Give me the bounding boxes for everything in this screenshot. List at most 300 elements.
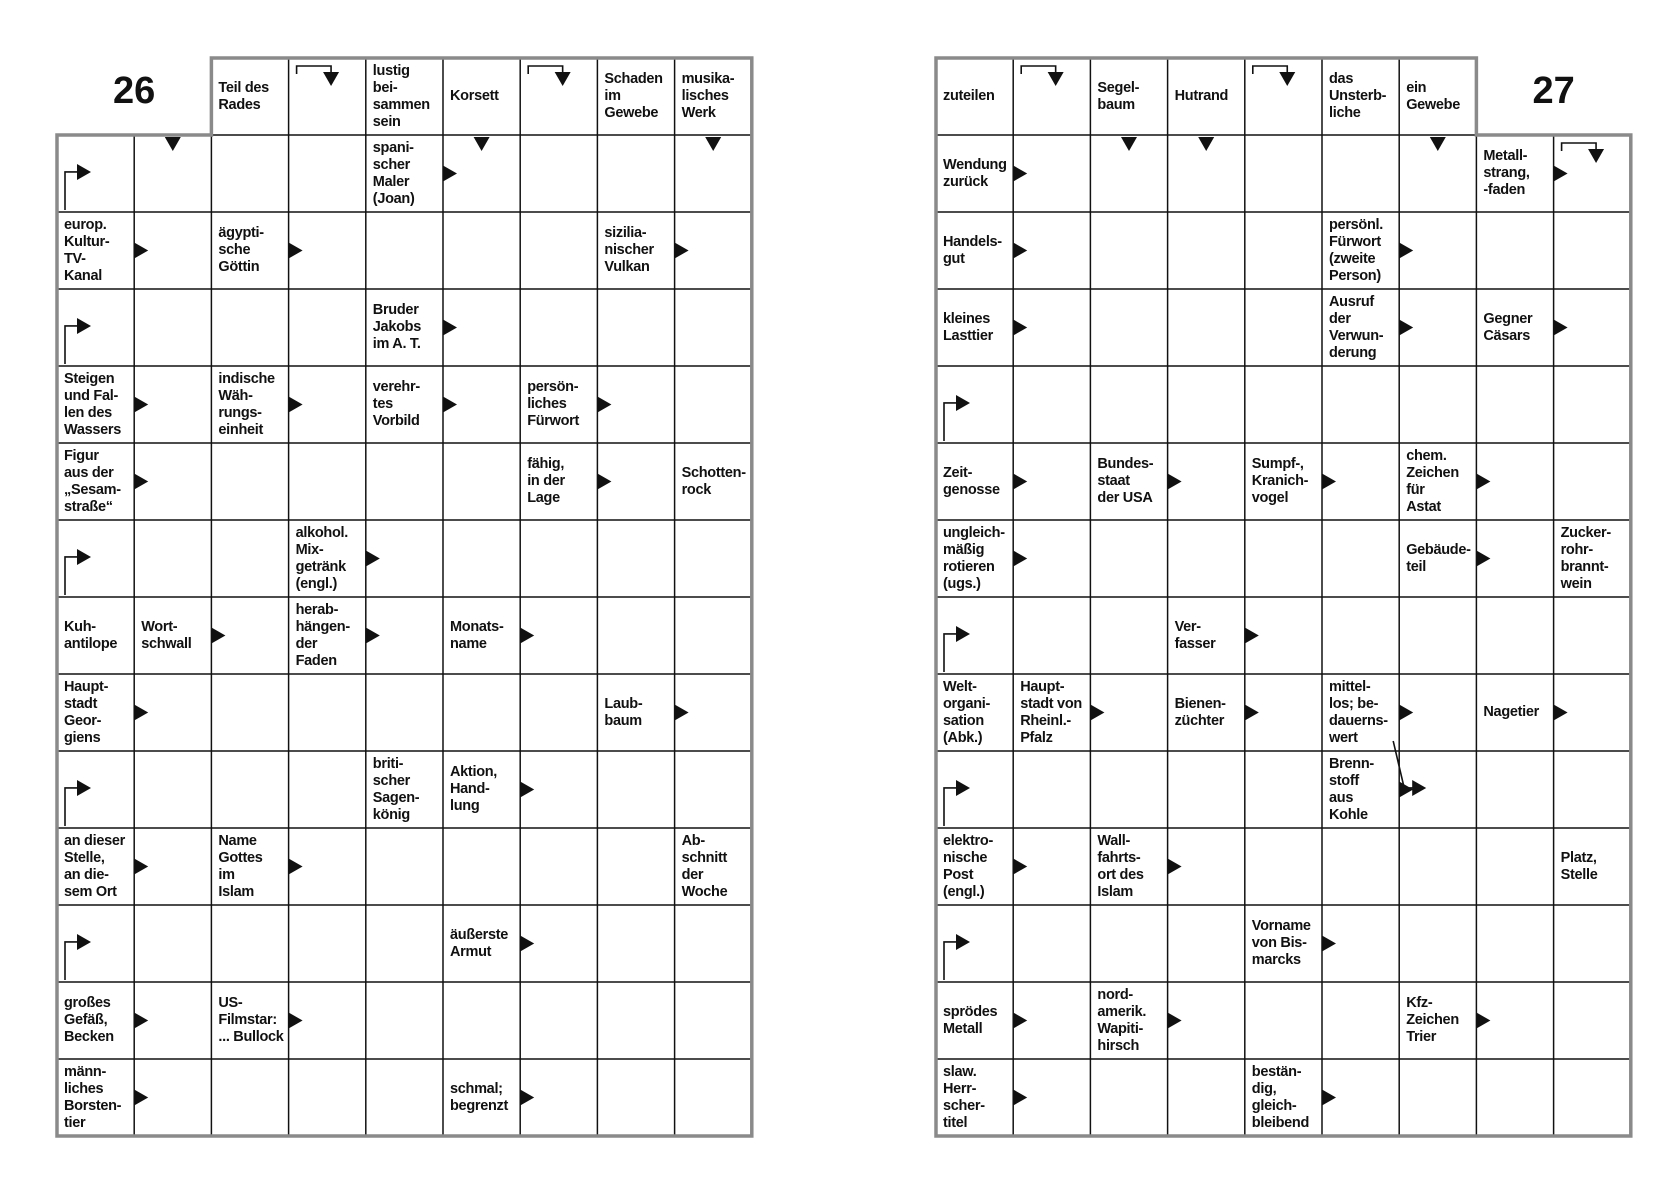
clue-cell	[936, 520, 1013, 597]
answer-cell[interactable]	[289, 751, 366, 828]
clue-text: schwall	[141, 635, 192, 652]
clue-cell	[1245, 1059, 1322, 1136]
answer-cell[interactable]	[1090, 597, 1167, 674]
clue-cell	[366, 366, 443, 443]
clue-cell	[1554, 520, 1631, 597]
clue-cell	[936, 1059, 1013, 1136]
answer-cell[interactable]	[936, 597, 1013, 674]
clue-text: stoff	[1329, 772, 1359, 789]
answer-cell[interactable]	[597, 751, 674, 828]
answer-cell[interactable]	[366, 212, 443, 289]
clue-text: Gefäß,	[64, 1012, 108, 1028]
answer-cell[interactable]	[1399, 905, 1476, 982]
answer-cell[interactable]	[443, 212, 520, 289]
clue-text: baum	[1097, 96, 1135, 113]
answer-cell[interactable]	[1476, 366, 1553, 443]
answer-cell[interactable]	[1245, 135, 1322, 212]
answer-cell[interactable]	[1013, 751, 1090, 828]
clue-text: chem.	[1406, 447, 1447, 464]
answer-cell[interactable]	[675, 905, 752, 982]
clue-text: lung	[450, 798, 480, 814]
clue-text: -faden	[1483, 182, 1526, 198]
answer-cell[interactable]	[366, 443, 443, 520]
answer-cell[interactable]	[1476, 597, 1553, 674]
answer-cell[interactable]	[211, 905, 288, 982]
clue-cell	[1476, 135, 1553, 212]
clue-cell	[1322, 289, 1399, 366]
clue-text: brannt-	[1560, 558, 1609, 575]
clue-text: Nagetier	[1483, 704, 1540, 720]
clue-cell	[1090, 982, 1167, 1059]
answer-cell[interactable]	[1090, 751, 1167, 828]
crossword-left	[57, 58, 752, 1136]
clue-text: indische	[218, 370, 275, 387]
clue-cell	[443, 597, 520, 674]
clue-text: liches	[527, 396, 567, 412]
answer-cell[interactable]	[936, 366, 1013, 443]
answer-cell[interactable]	[366, 674, 443, 751]
answer-cell[interactable]	[520, 982, 597, 1059]
answer-cell[interactable]	[520, 212, 597, 289]
clue-text: spani-	[372, 139, 414, 156]
answer-cell[interactable]	[366, 828, 443, 905]
answer-cell[interactable]	[289, 443, 366, 520]
clue-cell	[1090, 58, 1167, 135]
answer-cell[interactable]	[520, 135, 597, 212]
clue-text: antilope	[64, 635, 118, 652]
answer-cell[interactable]	[597, 135, 674, 212]
answer-cell[interactable]	[289, 1059, 366, 1136]
clue-text: strang,	[1483, 165, 1530, 181]
clue-text: Segel-	[1097, 79, 1140, 96]
answer-cell[interactable]	[1399, 1059, 1476, 1136]
answer-cell[interactable]	[1399, 828, 1476, 905]
answer-cell[interactable]	[289, 135, 366, 212]
answer-cell[interactable]	[675, 597, 752, 674]
answer-cell[interactable]	[520, 58, 597, 135]
answer-cell[interactable]	[1245, 982, 1322, 1059]
clue-text: Stelle	[1560, 866, 1598, 883]
clue-text: Zeichen	[1406, 1012, 1459, 1028]
clue-text: lustig	[372, 62, 410, 79]
clue-text: Gewebe	[1406, 96, 1460, 113]
clue-text: Bundes-	[1097, 456, 1154, 472]
clue-text: ort des	[1097, 866, 1144, 883]
clue-text: schmal;	[450, 1080, 503, 1097]
answer-cell[interactable]	[134, 289, 211, 366]
answer-cell[interactable]	[211, 1059, 288, 1136]
answer-cell[interactable]	[1168, 905, 1245, 982]
clue-cell	[443, 905, 520, 982]
clue-text: wert	[1329, 729, 1358, 746]
clue-text: derung	[1329, 344, 1377, 361]
clue-cell	[443, 58, 520, 135]
answer-cell[interactable]	[57, 905, 134, 982]
answer-cell[interactable]	[597, 905, 674, 982]
answer-cell[interactable]	[1168, 751, 1245, 828]
answer-cell[interactable]	[1245, 751, 1322, 828]
clue-text: Figur	[64, 447, 99, 464]
answer-cell[interactable]	[289, 58, 366, 135]
clue-text: Lasttier	[943, 327, 993, 344]
answer-cell[interactable]	[1168, 289, 1245, 366]
clue-text: nischer	[604, 242, 654, 258]
clue-text: zuteilen	[943, 88, 995, 104]
clue-cell	[675, 828, 752, 905]
clue-cell	[520, 366, 597, 443]
clue-text: len des	[64, 404, 112, 421]
answer-cell[interactable]	[936, 905, 1013, 982]
clue-cell	[57, 1059, 134, 1136]
clue-text: Zeit-	[943, 464, 973, 481]
answer-cell[interactable]	[1476, 828, 1553, 905]
clue-text: Platz,	[1560, 849, 1597, 866]
answer-cell[interactable]	[1245, 520, 1322, 597]
clue-cell	[1090, 443, 1167, 520]
answer-cell[interactable]	[1245, 828, 1322, 905]
clue-cell	[936, 828, 1013, 905]
answer-cell[interactable]	[520, 289, 597, 366]
clue-text: sizilia-	[604, 225, 647, 241]
answer-cell[interactable]	[443, 828, 520, 905]
clue-cell	[675, 58, 752, 135]
clue-text: Filmstar:	[218, 1012, 277, 1028]
answer-cell[interactable]	[1322, 597, 1399, 674]
clue-text: Jakobs	[372, 319, 421, 335]
answer-cell[interactable]	[1554, 366, 1631, 443]
answer-cell[interactable]	[443, 674, 520, 751]
clue-cell	[520, 443, 597, 520]
clue-cell	[597, 212, 674, 289]
clue-text: dauerns-	[1329, 712, 1388, 729]
answer-cell[interactable]	[1090, 520, 1167, 597]
clue-text: teil	[1406, 558, 1426, 575]
clue-text: amerik.	[1097, 1003, 1147, 1020]
clue-cell	[936, 212, 1013, 289]
clue-text: ... Bullock	[218, 1029, 284, 1045]
crossword-right	[936, 58, 1631, 1136]
clue-text: Wendung	[943, 156, 1007, 173]
clue-text: ägypti-	[218, 225, 264, 241]
clue-text: der	[295, 635, 318, 652]
clue-text: Maler	[372, 173, 410, 190]
clue-cell	[289, 520, 366, 597]
clue-text: Vorname	[1251, 918, 1311, 934]
clue-cell	[1322, 751, 1399, 828]
answer-cell[interactable]	[675, 366, 752, 443]
clue-text: (zweite	[1329, 250, 1376, 267]
clue-text: begrenzt	[450, 1097, 509, 1114]
clue-text: Ausruf	[1329, 293, 1374, 310]
clue-text: Trier	[1406, 1029, 1437, 1045]
clue-text: Wall-	[1097, 832, 1130, 849]
clue-text: TV-	[64, 250, 86, 267]
clue-cell	[1322, 58, 1399, 135]
clue-text: tier	[64, 1114, 86, 1131]
clue-text: Fürwort	[1329, 233, 1381, 250]
answer-cell[interactable]	[57, 520, 134, 597]
clue-cell	[1168, 674, 1245, 751]
clue-text: los; be-	[1329, 695, 1379, 712]
clue-cell	[57, 982, 134, 1059]
clue-text: Göttin	[218, 259, 260, 275]
answer-cell[interactable]	[1090, 366, 1167, 443]
clue-text: im	[604, 88, 621, 104]
clue-text: wein	[1560, 575, 1592, 592]
answer-cell[interactable]	[443, 982, 520, 1059]
answer-cell[interactable]	[1090, 1059, 1167, 1136]
clue-text: Herr-	[943, 1080, 977, 1097]
clue-text: Teil des	[218, 79, 269, 96]
answer-cell[interactable]	[1554, 212, 1631, 289]
answer-cell[interactable]	[211, 135, 288, 212]
answer-cell[interactable]	[366, 1059, 443, 1136]
clue-text: Vulkan	[604, 259, 650, 275]
clue-text: der USA	[1097, 490, 1153, 506]
clue-text: bleibend	[1251, 1114, 1310, 1131]
answer-cell[interactable]	[1554, 443, 1631, 520]
answer-cell[interactable]	[675, 751, 752, 828]
answer-cell[interactable]	[1245, 212, 1322, 289]
answer-cell[interactable]	[597, 289, 674, 366]
clue-text: ungleich-	[943, 524, 1005, 541]
clue-text: Woche	[681, 883, 728, 900]
clue-text: „Sesam-	[64, 481, 121, 498]
answer-cell[interactable]	[1245, 58, 1322, 135]
clue-text: elektro-	[943, 832, 993, 849]
clue-text: verehr-	[372, 379, 420, 395]
answer-cell[interactable]	[57, 751, 134, 828]
clue-cell	[1399, 58, 1476, 135]
answer-cell[interactable]	[520, 520, 597, 597]
answer-cell[interactable]	[211, 751, 288, 828]
answer-cell[interactable]	[675, 520, 752, 597]
clue-text: staat	[1097, 473, 1130, 489]
clue-text: Wäh-	[218, 387, 253, 404]
answer-cell[interactable]	[1013, 905, 1090, 982]
clue-text: züchter	[1174, 712, 1225, 729]
clue-text: Kanal	[64, 267, 102, 284]
answer-cell[interactable]	[1322, 135, 1399, 212]
clue-text: Verwun-	[1329, 327, 1384, 344]
answer-cell[interactable]	[1090, 905, 1167, 982]
answer-cell[interactable]	[211, 520, 288, 597]
clue-cell	[366, 135, 443, 212]
clue-text: Laub-	[604, 695, 643, 712]
answer-cell[interactable]	[1554, 905, 1631, 982]
clue-text: Cäsars	[1483, 327, 1530, 344]
clue-cell	[936, 58, 1013, 135]
clue-text: scher	[372, 156, 410, 173]
answer-cell[interactable]	[57, 289, 134, 366]
clue-text: nord-	[1097, 986, 1133, 1003]
answer-cell[interactable]	[1168, 212, 1245, 289]
answer-cell[interactable]	[289, 905, 366, 982]
clue-text: genosse	[943, 481, 1000, 498]
answer-cell[interactable]	[134, 905, 211, 982]
clue-text: tes	[372, 396, 393, 412]
clue-cell	[57, 366, 134, 443]
answer-cell[interactable]	[211, 443, 288, 520]
clue-text: Wapiti-	[1097, 1020, 1144, 1037]
answer-cell[interactable]	[1554, 1059, 1631, 1136]
answer-cell[interactable]	[1554, 982, 1631, 1059]
clue-cell	[366, 751, 443, 828]
answer-cell[interactable]	[1013, 597, 1090, 674]
answer-cell[interactable]	[211, 674, 288, 751]
clue-text: Faden	[295, 652, 337, 669]
answer-cell[interactable]	[134, 751, 211, 828]
answer-cell[interactable]	[1322, 828, 1399, 905]
clue-text: einheit	[218, 421, 264, 438]
answer-cell[interactable]	[1168, 1059, 1245, 1136]
clue-text: Person)	[1329, 267, 1381, 284]
clue-text: stadt	[64, 695, 98, 712]
clue-text: mäßig	[943, 541, 985, 558]
clue-text: Aktion,	[450, 764, 498, 780]
answer-cell[interactable]	[1013, 366, 1090, 443]
clue-text: liche	[1329, 105, 1361, 121]
clue-text: Sumpf-,	[1251, 456, 1304, 472]
answer-cell[interactable]	[1090, 289, 1167, 366]
answer-cell[interactable]	[597, 597, 674, 674]
answer-cell[interactable]	[366, 982, 443, 1059]
answer-cell[interactable]	[443, 520, 520, 597]
clue-text: bestän-	[1251, 1063, 1302, 1080]
answer-cell[interactable]	[675, 289, 752, 366]
answer-cell[interactable]	[597, 982, 674, 1059]
answer-cell[interactable]	[597, 520, 674, 597]
clue-text: der	[1329, 310, 1351, 327]
clue-text: im A. T.	[372, 336, 421, 352]
clue-cell	[211, 366, 288, 443]
clue-text: sprödes	[943, 1003, 998, 1020]
answer-cell[interactable]	[1322, 520, 1399, 597]
clue-text: und Fal-	[64, 387, 118, 404]
clue-text: Kranich-	[1251, 473, 1309, 489]
answer-cell[interactable]	[936, 751, 1013, 828]
answer-cell[interactable]	[1476, 905, 1553, 982]
answer-cell[interactable]	[1554, 597, 1631, 674]
clue-text: sem Ort	[64, 883, 117, 900]
clue-text: Hutrand	[1174, 88, 1229, 104]
answer-cell[interactable]	[1476, 751, 1553, 828]
clue-text: Schaden	[604, 71, 663, 87]
answer-cell[interactable]	[1168, 366, 1245, 443]
answer-cell[interactable]	[1322, 982, 1399, 1059]
answer-cell[interactable]	[211, 289, 288, 366]
clue-text: rungs-	[218, 404, 262, 421]
clue-cell	[366, 58, 443, 135]
clue-text: Pfalz	[1020, 729, 1053, 746]
clue-text: Zucker-	[1560, 524, 1611, 541]
answer-cell[interactable]	[289, 289, 366, 366]
answer-cell[interactable]	[1476, 1059, 1553, 1136]
clue-text: Stelle,	[64, 849, 105, 866]
clue-text: rohr-	[1560, 541, 1593, 558]
clue-text: getränk	[295, 558, 346, 575]
answer-cell[interactable]	[366, 905, 443, 982]
clue-text: name	[450, 635, 487, 652]
answer-cell[interactable]	[1245, 289, 1322, 366]
clue-text: Gottes	[218, 849, 263, 866]
clue-text: organi-	[943, 695, 991, 712]
clue-text: aus	[1329, 789, 1354, 806]
clue-text: männ-	[64, 1063, 107, 1080]
clue-text: Bienen-	[1174, 695, 1226, 712]
clue-text: in der	[527, 473, 565, 489]
clue-text: lisches	[681, 88, 729, 104]
answer-cell[interactable]	[1168, 520, 1245, 597]
clue-text: (Joan)	[372, 190, 415, 207]
clue-cell	[936, 135, 1013, 212]
clue-text: sein	[372, 113, 401, 130]
answer-cell[interactable]	[1476, 212, 1553, 289]
answer-cell[interactable]	[1554, 751, 1631, 828]
clue-text: rock	[681, 481, 712, 498]
page-number-right: 27	[1532, 70, 1575, 112]
clue-text: an die-	[64, 866, 109, 883]
clue-text: persön-	[527, 379, 579, 395]
clue-text: Fürwort	[527, 413, 580, 429]
clue-text: Unsterb-	[1329, 88, 1387, 104]
answer-cell[interactable]	[1399, 366, 1476, 443]
clue-cell	[1554, 828, 1631, 905]
clue-text: slaw.	[943, 1063, 977, 1080]
answer-cell[interactable]	[134, 520, 211, 597]
clue-cell	[289, 597, 366, 674]
clue-text: Borsten-	[64, 1097, 122, 1114]
clue-cell	[1168, 58, 1245, 135]
clue-text: Ab-	[681, 832, 705, 849]
clue-cell	[211, 982, 288, 1059]
clue-text: herab-	[295, 601, 339, 618]
clue-text: Haupt-	[64, 678, 109, 695]
clue-text: Astat	[1406, 498, 1441, 515]
answer-cell[interactable]	[1245, 366, 1322, 443]
clue-text: US-	[218, 995, 243, 1011]
answer-cell[interactable]	[1013, 58, 1090, 135]
clue-text: Metall	[943, 1020, 983, 1037]
answer-cell[interactable]	[597, 828, 674, 905]
clue-text: Wassers	[64, 421, 122, 438]
clue-text: gleich-	[1251, 1097, 1297, 1114]
answer-cell[interactable]	[520, 674, 597, 751]
clue-text: ein	[1406, 79, 1427, 96]
clue-text: Kfz-	[1406, 995, 1433, 1011]
clue-text: baum	[604, 712, 642, 729]
clue-text: fahrts-	[1097, 849, 1141, 866]
answer-cell[interactable]	[1322, 366, 1399, 443]
answer-cell[interactable]	[443, 443, 520, 520]
answer-cell[interactable]	[1399, 597, 1476, 674]
answer-cell[interactable]	[675, 1059, 752, 1136]
answer-cell[interactable]	[57, 135, 134, 212]
answer-cell[interactable]	[675, 982, 752, 1059]
clue-text: Rheinl.-	[1020, 712, 1071, 729]
answer-cell[interactable]	[289, 674, 366, 751]
clue-cell	[57, 443, 134, 520]
clue-cell	[1399, 982, 1476, 1059]
answer-cell[interactable]	[1090, 212, 1167, 289]
answer-cell[interactable]	[597, 1059, 674, 1136]
clue-text: Brenn-	[1329, 755, 1374, 772]
answer-cell[interactable]	[520, 828, 597, 905]
clue-text: Armut	[450, 943, 492, 960]
clue-text: Bruder	[372, 302, 419, 318]
clue-text: vogel	[1251, 490, 1289, 506]
clue-cell	[57, 597, 134, 674]
